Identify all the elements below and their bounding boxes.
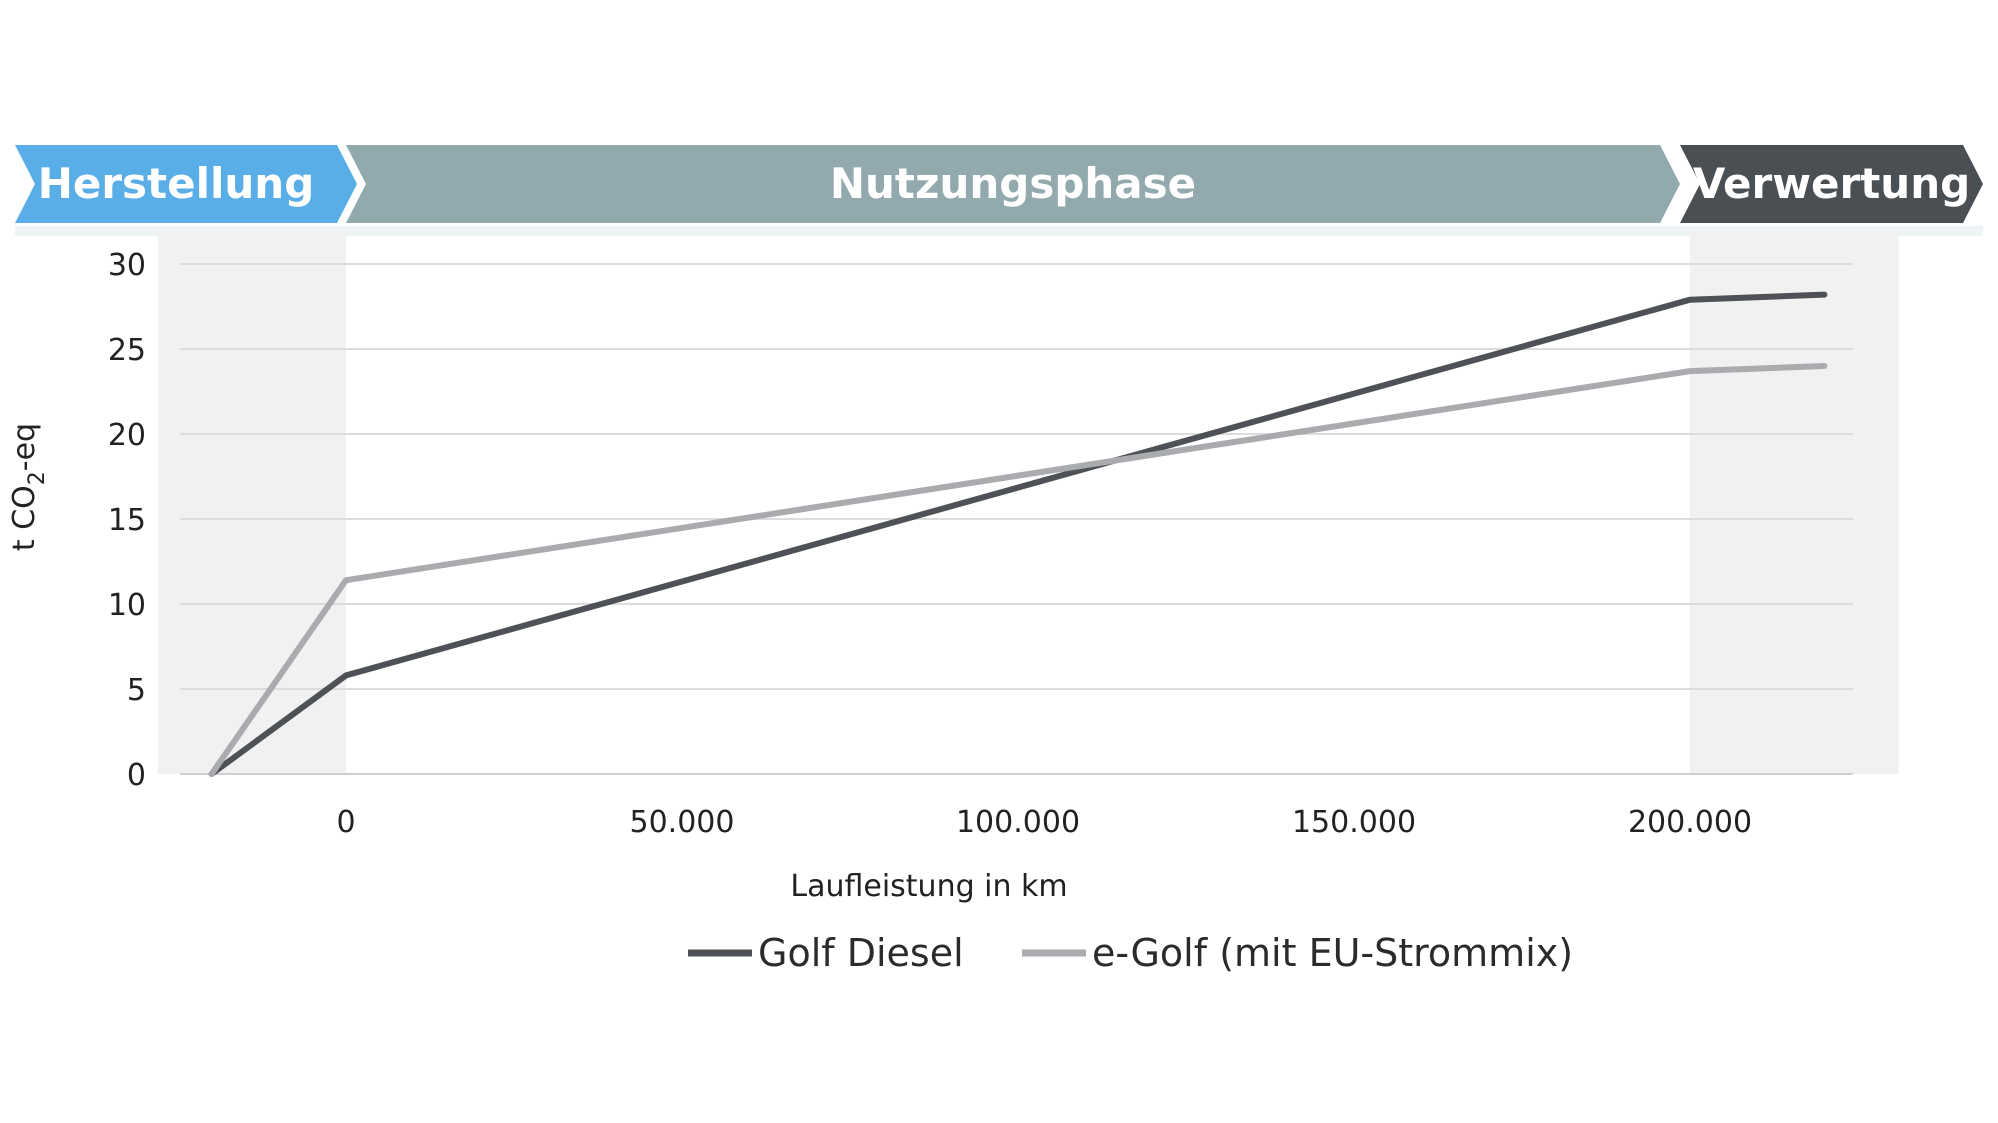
y-axis-ticks [108, 248, 146, 793]
x-tick-label: 0 [336, 805, 356, 840]
y-axis-title-suffix: -eq [7, 422, 42, 472]
y-tick-label: 30 [107, 248, 146, 283]
series-line-e-golf [212, 366, 1825, 774]
x-tick-label: 150.000 [1291, 805, 1417, 840]
phase-verwertung-label: Verwertung [1692, 159, 1971, 208]
y-tick-label: 20 [107, 418, 146, 453]
legend-label: Golf Diesel [758, 931, 964, 975]
series-lines [212, 295, 1825, 774]
legend [688, 931, 1573, 975]
shade-verwertung [1690, 232, 1898, 774]
y-axis-title-main: t CO [7, 485, 42, 552]
x-axis-ticks [336, 805, 1752, 840]
x-tick-label: 50.000 [629, 805, 735, 840]
gridlines [180, 264, 1853, 774]
y-axis-title-subscript: 2 [25, 471, 50, 486]
phase-herstellung-label: Herstellung [37, 159, 315, 208]
x-tick-label: 200.000 [1627, 805, 1753, 840]
legend-label: e-Golf (mit EU-Strommix) [1092, 931, 1574, 975]
y-tick-label: 10 [107, 588, 146, 623]
y-tick-label: 5 [126, 673, 146, 708]
phase-nutzungsphase-label: Nutzungsphase [829, 159, 1197, 208]
y-axis-title [7, 423, 50, 551]
y-tick-label: 25 [107, 333, 146, 368]
y-tick-label: 15 [107, 503, 146, 538]
x-tick-label: 100.000 [955, 805, 1081, 840]
x-axis-title: Laufleistung in km [790, 869, 1068, 904]
series-line-golf-diesel [212, 295, 1825, 774]
y-tick-label: 0 [126, 758, 146, 793]
phase-banner [15, 145, 1983, 236]
